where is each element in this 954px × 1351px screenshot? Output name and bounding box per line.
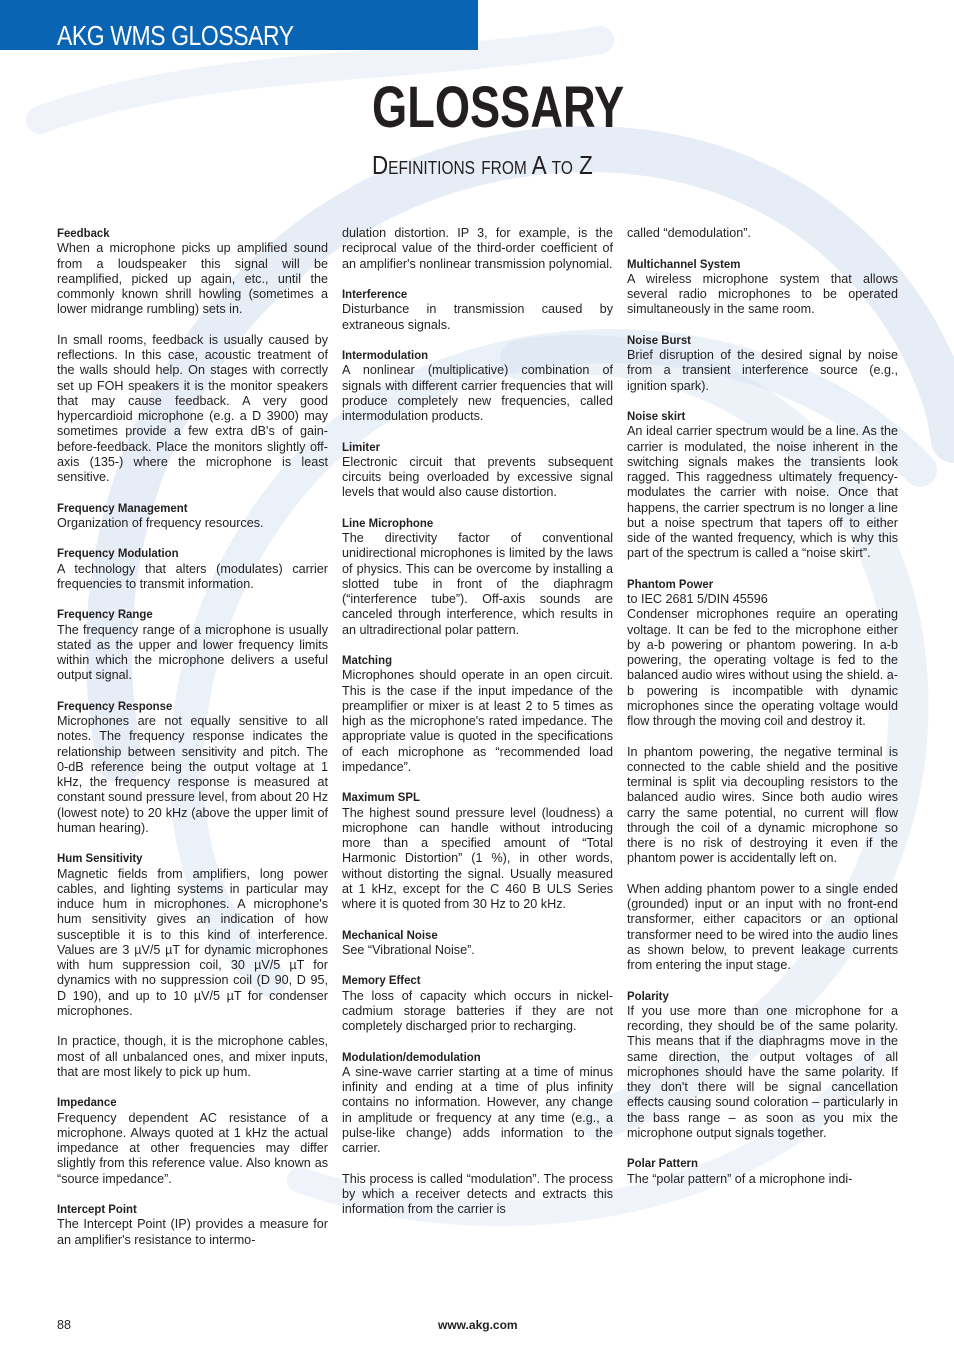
glossary-term: Polarity bbox=[627, 988, 669, 1003]
glossary-entry-continued bbox=[342, 226, 613, 272]
glossary-term: Memory Effect bbox=[342, 973, 421, 988]
glossary-term: Maximum SPL bbox=[342, 790, 420, 805]
glossary-entry-noise-skirt bbox=[627, 409, 898, 562]
glossary-term: Frequency Management bbox=[57, 500, 188, 515]
glossary-definition: A nonlinear (multiplicative) combination of signals with different carrier frequencies that will produce completely new frequencies, called intermodulation products. bbox=[342, 363, 613, 423]
glossary-entry-mechanical-noise bbox=[342, 928, 613, 959]
glossary-definition: called “demodulation”. bbox=[627, 226, 751, 240]
glossary-entry-modulation-demodulation bbox=[342, 1050, 613, 1218]
footer-url[interactable]: www.akg.com bbox=[438, 1318, 518, 1332]
glossary-definition: A wireless microphone system that allows several radio microphones to be operated simultaneously in the same room. bbox=[627, 271, 898, 317]
glossary-definition: In practice, though, it is the microphone cables, most of all unbalanced ones, and mixer inputs, that are most likely to pick up hum. bbox=[57, 1034, 328, 1079]
glossary-term: Modulation/demodulation bbox=[342, 1049, 481, 1064]
glossary-entry-limiter bbox=[342, 440, 613, 501]
glossary-term: Intercept Point bbox=[57, 1202, 137, 1216]
glossary-entry-maximum-spl bbox=[342, 790, 613, 912]
glossary-term: Multichannel System bbox=[627, 256, 741, 271]
glossary-entry-interference bbox=[342, 287, 613, 333]
glossary-definition: The “polar pattern” of a microphone indi- bbox=[627, 1171, 853, 1186]
glossary-definition: The Intercept Point (IP) provides a measure for an amplifier's resistance to intermo- bbox=[57, 1217, 328, 1247]
glossary-definition: Microphones are not equally sensitive to all notes. The frequency response indicates the relationship between sensitivity and pitch. The 0-dB reference being the output voltage at 1 kHz, the frequency response is measured at constant sound pressure level, from about 20 Hz (lowest note) to 20 kHz (above the upper limit of human hearing). bbox=[57, 714, 328, 835]
glossary-definition: Electronic circuit that prevents subsequent circuits being overloaded by excessive signal levels that would also cause distortion. bbox=[342, 454, 613, 500]
glossary-definition: Frequency dependent AC resistance of a microphone. Always quoted at 1 kHz the actual impedance at other frequencies may differ slightly from this reference value. Also known as “source impedance”. bbox=[57, 1110, 328, 1186]
glossary-definition: dulation distortion. IP 3, for example, is the reciprocal value of the third-order coefficient of an amplifier's nonlinear transmission polynomial. bbox=[342, 226, 613, 271]
glossary-term: Noise skirt bbox=[627, 409, 686, 423]
glossary-entry-matching bbox=[342, 653, 613, 775]
glossary-definition: Brief disruption of the desired signal by noise from a transient interference source (e.g., ignition spark). bbox=[627, 348, 898, 393]
glossary-term: Feedback bbox=[57, 226, 110, 240]
glossary-definition: The directivity factor of conventional unidirectional microphones is limited by the laws of physics. This can be overcome by installing a slotted tube in front of the diaphragm (“interference tube”). Off-axis sounds are canceled through interference, which results in an ultradirectional polar pattern. bbox=[342, 531, 613, 637]
glossary-entry-frequency-modulation bbox=[57, 546, 328, 592]
glossary-definition: The loss of capacity which occurs in nickel-cadmium storage batteries if they are not completely discharged prior to recharging. bbox=[342, 988, 613, 1033]
glossary-term: Impedance bbox=[57, 1095, 117, 1110]
page-number: 88 bbox=[57, 1318, 72, 1332]
glossary-definition: When adding phantom power to a single ended (grounded) input or an input with no front-end transformer, either capacitors or an optional transformer need to be wired into the audio lines as shown below, to prevent leakage currents from entering the input stage. bbox=[627, 881, 898, 972]
glossary-definition: The frequency range of a microphone is usually stated as the upper and lower frequency limits within which the microphone delivers a useful output signal. bbox=[57, 622, 328, 683]
glossary-term: Phantom Power bbox=[627, 576, 714, 591]
glossary-definition: Disturbance in transmission caused by extraneous signals. bbox=[342, 302, 613, 332]
glossary-term: Polar Pattern bbox=[627, 1156, 698, 1171]
glossary-term-subline: to IEC 2681 5/DIN 45596 bbox=[627, 592, 768, 606]
glossary-entry-memory-effect bbox=[342, 973, 613, 1034]
glossary-definition: Organization of frequency resources. bbox=[57, 515, 264, 530]
glossary-entry-feedback bbox=[57, 226, 328, 485]
glossary-entry-frequency-management bbox=[57, 501, 328, 532]
header-title: AKG WMS GLOSSARY bbox=[57, 20, 294, 51]
glossary-entry-phantom-power bbox=[627, 577, 898, 974]
glossary-term: Frequency Response bbox=[57, 698, 173, 713]
glossary-term: Limiter bbox=[342, 439, 381, 454]
glossary-definition: A technology that alters (modulates) carrier frequencies to transmit information. bbox=[57, 561, 328, 591]
glossary-entry-polar-pattern bbox=[627, 1156, 898, 1187]
glossary-term: Hum Sensitivity bbox=[57, 851, 143, 866]
glossary-definition: In phantom powering, the negative terminal is connected to the cable shield and the positive terminal is split via decoupling resistors to the balanced audio wires. Since both audio wires carry the same potential, no current will flow through the coil of a dynamic microphone so there is no risk of destroying it even if the phantom power is accidentally left on. bbox=[627, 744, 898, 866]
glossary-entry-intercept-point bbox=[57, 1202, 328, 1248]
glossary-entry-continued bbox=[627, 226, 898, 241]
glossary-definition: Magnetic fields from amplifiers, long power cables, and lighting systems in particular may induce hum in microphones. A microphone's hum sensitivity gives an indication of how susceptible it is to this kind of interference. Values are 3 µV/5 µT for dynamic microphones with hum suppression coil, 30 µV/5 µT for dynamics with no suppression coil (D 90, D 95, D 190), and up to 10 µV/5 µT for condenser microphones. bbox=[57, 866, 328, 1018]
glossary-entry-noise-burst bbox=[627, 333, 898, 394]
glossary-entry-multichannel-system bbox=[627, 257, 898, 318]
glossary-term: Interference bbox=[342, 287, 408, 301]
glossary-definition: This process is called “modulation”. The process by which a receiver detects and extracts this information from the carrier is bbox=[342, 1171, 613, 1216]
glossary-entry-polarity bbox=[627, 989, 898, 1142]
glossary-definition: If you use more than one microphone for a recording, they should be of the same polarity. This means that if the diaphragms move in the same direction, the output voltages of all microphones should have the same polarity. If they don't there will be signal cancellation effects causing sound coloration – particularly in the bass range – as soon as you mix the microphone output signals together. bbox=[627, 1003, 898, 1140]
page-title: GLOSSARY bbox=[372, 75, 625, 140]
glossary-column-2 bbox=[342, 226, 613, 1233]
glossary-term: Matching bbox=[342, 653, 393, 667]
glossary-definition: Condenser microphones require an operating voltage. It can be fed to the microphone either by a-b powering or phantom powering. In a-b powering, the operating voltage is fed to the balanced audio wires without using the shield. a-b powering is incompatible with dynamic microphones since the operating voltage would flow through the moving coil and destroy it. bbox=[627, 607, 898, 728]
glossary-term: Line Microphone bbox=[342, 515, 434, 530]
glossary-entry-frequency-response bbox=[57, 699, 328, 836]
glossary-column-1 bbox=[57, 226, 328, 1263]
glossary-entry-intermodulation bbox=[342, 348, 613, 424]
glossary-term: Frequency Range bbox=[57, 607, 153, 622]
header-bar bbox=[0, 0, 478, 50]
glossary-definition: Microphones should operate in an open circuit. This is the case if the input impedance of the preamplifier or mixer is at least 2 to 5 times as high as the microphone's rated impedance. The appropriate value is quoted in the specifications of each microphone as “recommended load impedance”. bbox=[342, 668, 613, 774]
glossary-term: Mechanical Noise bbox=[342, 927, 438, 942]
glossary-definition: When a microphone picks up amplified sound from a loudspeaker this signal will be reamplified, picked up again, etc., until the commonly known shrill howling (sometimes a lower midrange rumbling) sets in. bbox=[57, 241, 328, 317]
glossary-definition: A sine-wave carrier starting at a time of minus infinity and ending at a time of plus infinity contains no information. However, any change in amplitude or frequency at any time (e.g., a pulse-like change) adds information to the carrier. bbox=[342, 1064, 613, 1155]
glossary-term: Noise Burst bbox=[627, 332, 691, 347]
glossary-entry-hum-sensitivity bbox=[57, 851, 328, 1080]
glossary-term: Frequency Modulation bbox=[57, 546, 179, 561]
glossary-definition: In small rooms, feedback is usually caused by reflections. In this case, acoustic treatment of the walls should help. On stages with correctly set up FOH speakers it is the monitor speakers that may cause feedback. A very good hypercardioid microphone (e.g. a D 3900) may sometimes provide a few extra dB's of gain-before-feedback. Place the monitors slightly off-axis (135-) where the microphone is least sensitive. bbox=[57, 332, 328, 484]
glossary-term: Intermodulation bbox=[342, 348, 429, 362]
glossary-entry-line-microphone bbox=[342, 516, 613, 638]
glossary-definition: An ideal carrier spectrum would be a line. As the carrier is modulated, the noise inherent in the switching signals makes the transients look ragged. This raggedness ultimately frequency-modulates the carrier with noise. Once that happens, the carrier spectrum is no longer a line but a noise spectrum that tapers off to either side of the wanted frequency, which is why this part of the spectrum is called a “noise skirt”. bbox=[627, 424, 898, 561]
page-subtitle: Definitions from A to Z bbox=[372, 150, 593, 180]
glossary-column-3 bbox=[627, 226, 898, 1202]
glossary-definition: The highest sound pressure level (loudness) a microphone can handle without introducing more than a specified amount of “Total Harmonic Distortion” (1 %), in other words, without distorting the signal. Usually measured at 1 kHz, except for the C 460 B ULS Series where it is quoted from 30 Hz to 20 kHz. bbox=[342, 805, 613, 911]
glossary-definition: See “Vibrational Noise”. bbox=[342, 942, 475, 957]
glossary-entry-frequency-range bbox=[57, 607, 328, 683]
glossary-entry-impedance bbox=[57, 1095, 328, 1187]
